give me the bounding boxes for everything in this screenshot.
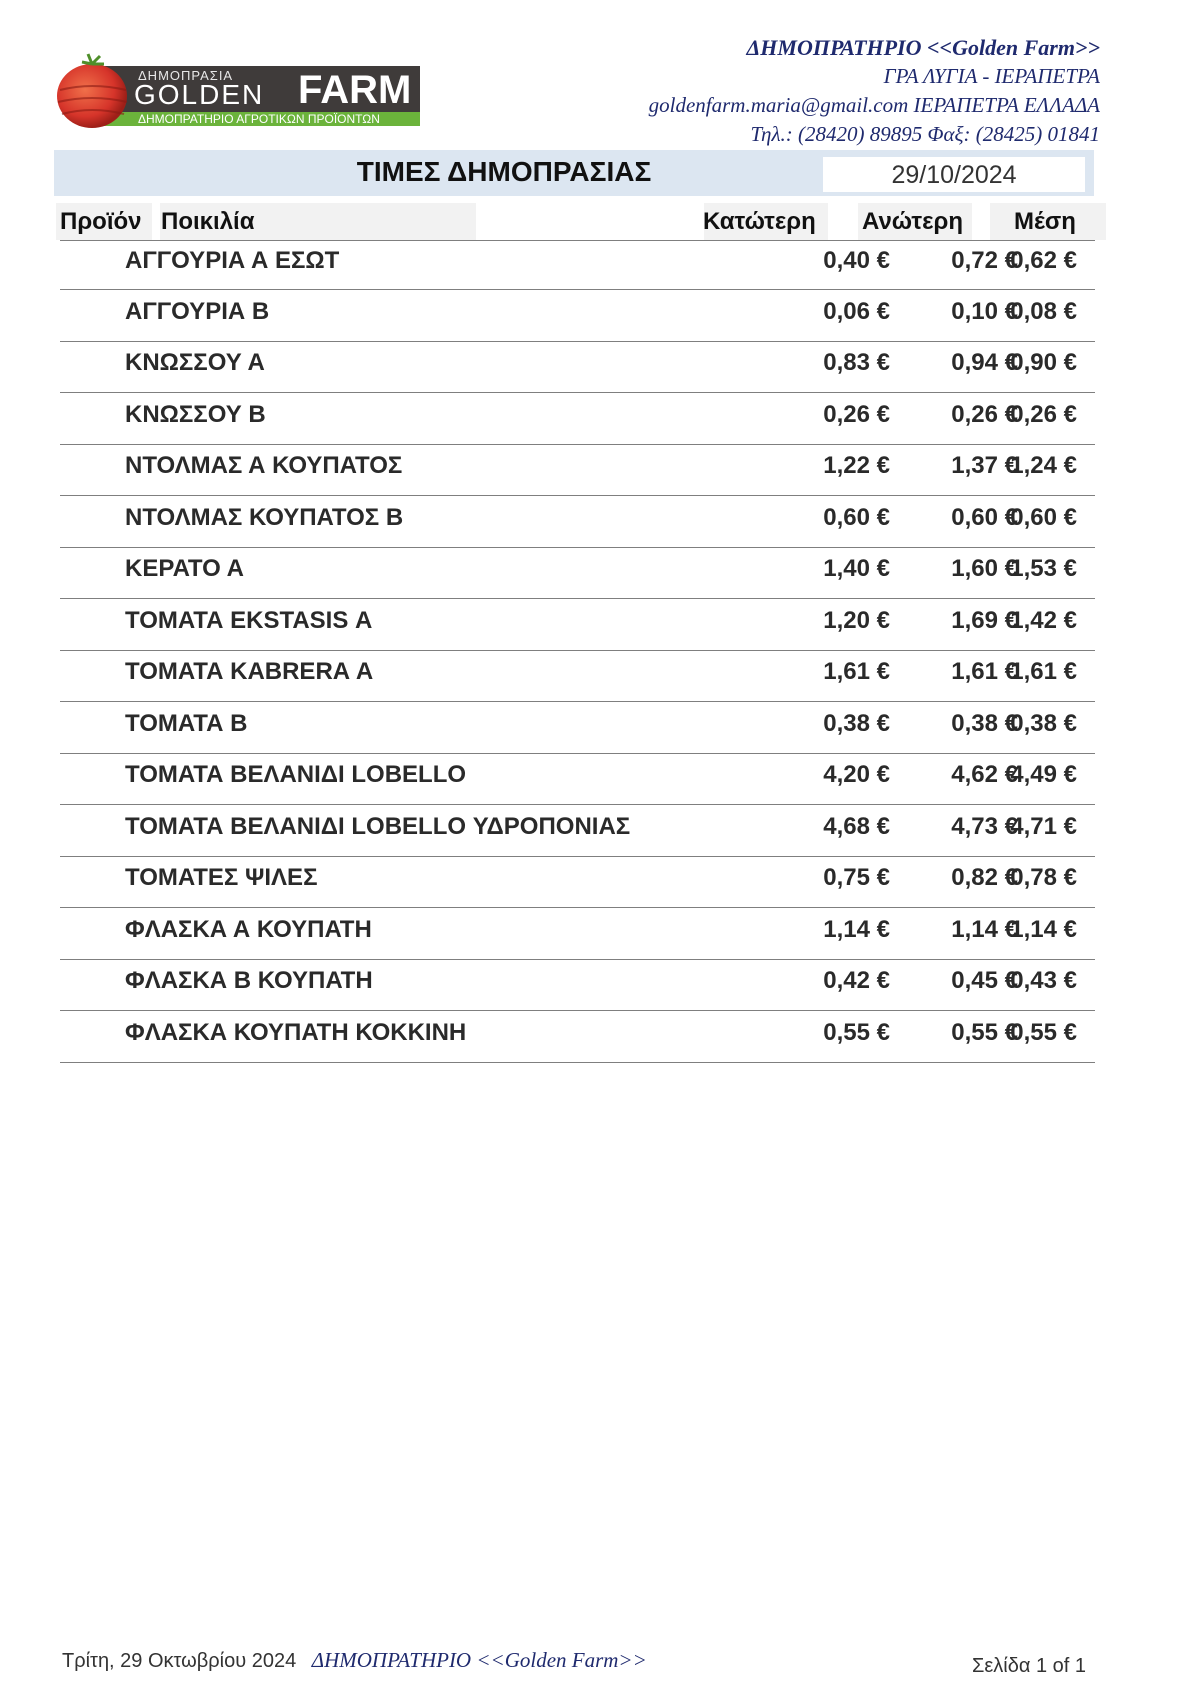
high-price-cell: 0,10 €: [951, 297, 1018, 325]
product-variety-cell: ΝΤΟΛΜΑΣ ΚΟΥΠΑΤΟΣ Β: [125, 503, 404, 531]
logo-farm-text: FARM: [298, 68, 412, 112]
low-price-cell: 0,06 €: [823, 297, 890, 325]
high-price-cell: 1,37 €: [951, 452, 1018, 479]
product-variety-cell: ΦΛΑΣΚΑ ΚΟΥΠΑΤΗ ΚΟΚΚΙΝΗ: [125, 1018, 467, 1046]
high-price-cell: 1,60 €: [951, 555, 1018, 582]
footer-date-text: Τρίτη, 29 Οκτωβρίου 2024: [62, 1650, 297, 1672]
low-price-cell: 1,20 €: [823, 606, 890, 634]
avg-price-cell: 0,90 €: [1010, 349, 1077, 376]
company-logo: [54, 50, 420, 128]
column-header-variety: Ποικιλία: [161, 208, 255, 235]
header-phone-fax: Τηλ.: (28420) 89895 Φαξ: (28425) 01841: [750, 122, 1100, 146]
low-price-cell: 0,42 €: [823, 967, 890, 994]
table-row: [60, 961, 1095, 1011]
table-row: [60, 395, 1095, 445]
low-price-cell: 4,20 €: [823, 761, 890, 788]
product-variety-cell: ΝΤΟΛΜΑΣ Α ΚΟΥΠΑΤΟΣ: [125, 452, 403, 479]
avg-price-cell: 0,08 €: [1010, 297, 1077, 325]
avg-price-cell: 0,60 €: [1010, 503, 1077, 531]
table-row: [60, 343, 1095, 393]
avg-price-cell: 1,14 €: [1010, 915, 1077, 943]
avg-price-cell: 4,71 €: [1010, 812, 1077, 840]
avg-price-cell: 0,78 €: [1010, 864, 1077, 891]
product-variety-cell: ΤΟΜΑΤΑ EKSTASIS Α: [125, 606, 373, 634]
product-variety-cell: ΤΟΜΑΤΕΣ ΨΙΛΕΣ: [125, 864, 318, 891]
header-email-city: goldenfarm.maria@gmail.com ΙΕΡΑΠΕΤΡΑ ΕΛΛΑΔΑ: [648, 93, 1100, 117]
logo-golden-text: GOLDEN: [134, 79, 265, 110]
logo-small-text: ΔΗΜΟΠΡΑΣΙΑ: [138, 68, 234, 83]
product-variety-cell: ΚΝΩΣΣΟΥ Β: [125, 400, 266, 428]
logo-sub-text: ΔΗΜΟΠΡΑΤΗΡΙΟ ΑΓΡΟΤΙΚΩΝ ΠΡΟΪΟΝΤΩΝ: [138, 112, 380, 126]
column-header-avg: Μέση: [1014, 208, 1076, 235]
price-table: [60, 240, 1095, 1064]
auction-date: 29/10/2024: [823, 157, 1085, 192]
high-price-cell: 4,62 €: [951, 761, 1018, 788]
high-price-cell: 0,26 €: [951, 400, 1018, 428]
column-header-high: Ανώτερη: [862, 208, 964, 235]
high-price-cell: 0,60 €: [951, 503, 1018, 531]
table-row: [60, 1013, 1095, 1063]
low-price-cell: 0,55 €: [823, 1018, 890, 1046]
table-row: [60, 240, 1095, 290]
product-variety-cell: ΚΝΩΣΣΟΥ Α: [125, 349, 265, 376]
high-price-cell: 0,55 €: [951, 1018, 1018, 1046]
avg-price-cell: 4,49 €: [1010, 761, 1077, 788]
low-price-cell: 4,68 €: [823, 812, 890, 840]
high-price-cell: 1,69 €: [951, 606, 1018, 634]
product-variety-cell: ΤΟΜΑΤΑ ΒΕΛΑΝΙΔΙ LOBELLO ΥΔΡΟΠΟΝΙΑΣ: [125, 812, 631, 840]
column-header-low: Κατώτερη: [703, 208, 816, 235]
low-price-cell: 0,26 €: [823, 400, 890, 428]
high-price-cell: 0,45 €: [951, 967, 1018, 994]
table-row: [60, 446, 1095, 496]
table-row: [60, 910, 1095, 960]
tomato-icon: [54, 50, 130, 130]
low-price-cell: 0,75 €: [823, 864, 890, 891]
product-variety-cell: ΤΟΜΑΤΑ Β: [125, 709, 248, 737]
low-price-cell: 1,22 €: [823, 452, 890, 479]
high-price-cell: 1,61 €: [951, 658, 1018, 685]
table-row: [60, 858, 1095, 908]
table-row: [60, 292, 1095, 342]
low-price-cell: 0,40 €: [823, 247, 890, 274]
header-address: ΓΡΑ ΛΥΓΙΑ - ΙΕΡΑΠΕΤΡΑ: [883, 64, 1100, 88]
avg-price-cell: 0,38 €: [1010, 709, 1077, 737]
product-variety-cell: ΑΓΓΟΥΡΙΑ Β: [125, 297, 270, 325]
avg-price-cell: 0,55 €: [1010, 1018, 1077, 1046]
avg-price-cell: 0,26 €: [1010, 400, 1077, 428]
table-row: [60, 601, 1095, 651]
product-variety-cell: ΦΛΑΣΚΑ Α ΚΟΥΠΑΤΗ: [125, 915, 372, 943]
high-price-cell: 4,73 €: [951, 812, 1018, 840]
product-variety-cell: ΤΟΜΑΤΑ ΒΕΛΑΝΙΔΙ LOBELLO: [125, 761, 467, 788]
table-row: [60, 652, 1095, 702]
product-variety-cell: ΚΕΡΑΤΟ Α: [125, 555, 244, 582]
low-price-cell: 1,40 €: [823, 555, 890, 582]
high-price-cell: 0,94 €: [951, 349, 1018, 376]
footer-org-name: ΔΗΜΟΠΡΑΤΗΡΙΟ <<Golden Farm>>: [311, 1648, 647, 1672]
avg-price-cell: 1,24 €: [1010, 452, 1077, 479]
high-price-cell: 0,72 €: [951, 247, 1018, 274]
footer-date: [62, 1648, 647, 1673]
avg-price-cell: 1,53 €: [1010, 555, 1077, 582]
table-row: [60, 498, 1095, 548]
avg-price-cell: 1,42 €: [1010, 606, 1077, 634]
column-header-product: Προϊόν: [60, 208, 142, 235]
avg-price-cell: 0,43 €: [1010, 967, 1077, 994]
header-org-name: ΔΗΜΟΠΡΑΤΗΡΙΟ <<Golden Farm>>: [746, 35, 1100, 60]
avg-price-cell: 1,61 €: [1010, 658, 1077, 685]
low-price-cell: 0,60 €: [823, 503, 890, 531]
table-row: [60, 807, 1095, 857]
high-price-cell: 1,14 €: [951, 915, 1018, 943]
avg-price-cell: 0,62 €: [1010, 247, 1077, 274]
product-variety-cell: ΑΓΓΟΥΡΙΑ Α ΕΣΩΤ: [125, 247, 340, 274]
low-price-cell: 1,14 €: [823, 915, 890, 943]
high-price-cell: 0,38 €: [951, 709, 1018, 737]
page-title: ΤΙΜΕΣ ΔΗΜΟΠΡΑΣΙΑΣ: [356, 156, 652, 187]
table-row: [60, 755, 1095, 805]
table-row: [60, 704, 1095, 754]
low-price-cell: 0,83 €: [823, 349, 890, 376]
footer-page-number: Σελίδα 1 of 1: [972, 1655, 1087, 1677]
product-variety-cell: ΦΛΑΣΚΑ Β ΚΟΥΠΑΤΗ: [125, 967, 373, 994]
product-variety-cell: ΤΟΜΑΤΑ KABRERA Α: [125, 658, 374, 685]
low-price-cell: 0,38 €: [823, 709, 890, 737]
low-price-cell: 1,61 €: [823, 658, 890, 685]
table-row: [60, 549, 1095, 599]
high-price-cell: 0,82 €: [951, 864, 1018, 891]
